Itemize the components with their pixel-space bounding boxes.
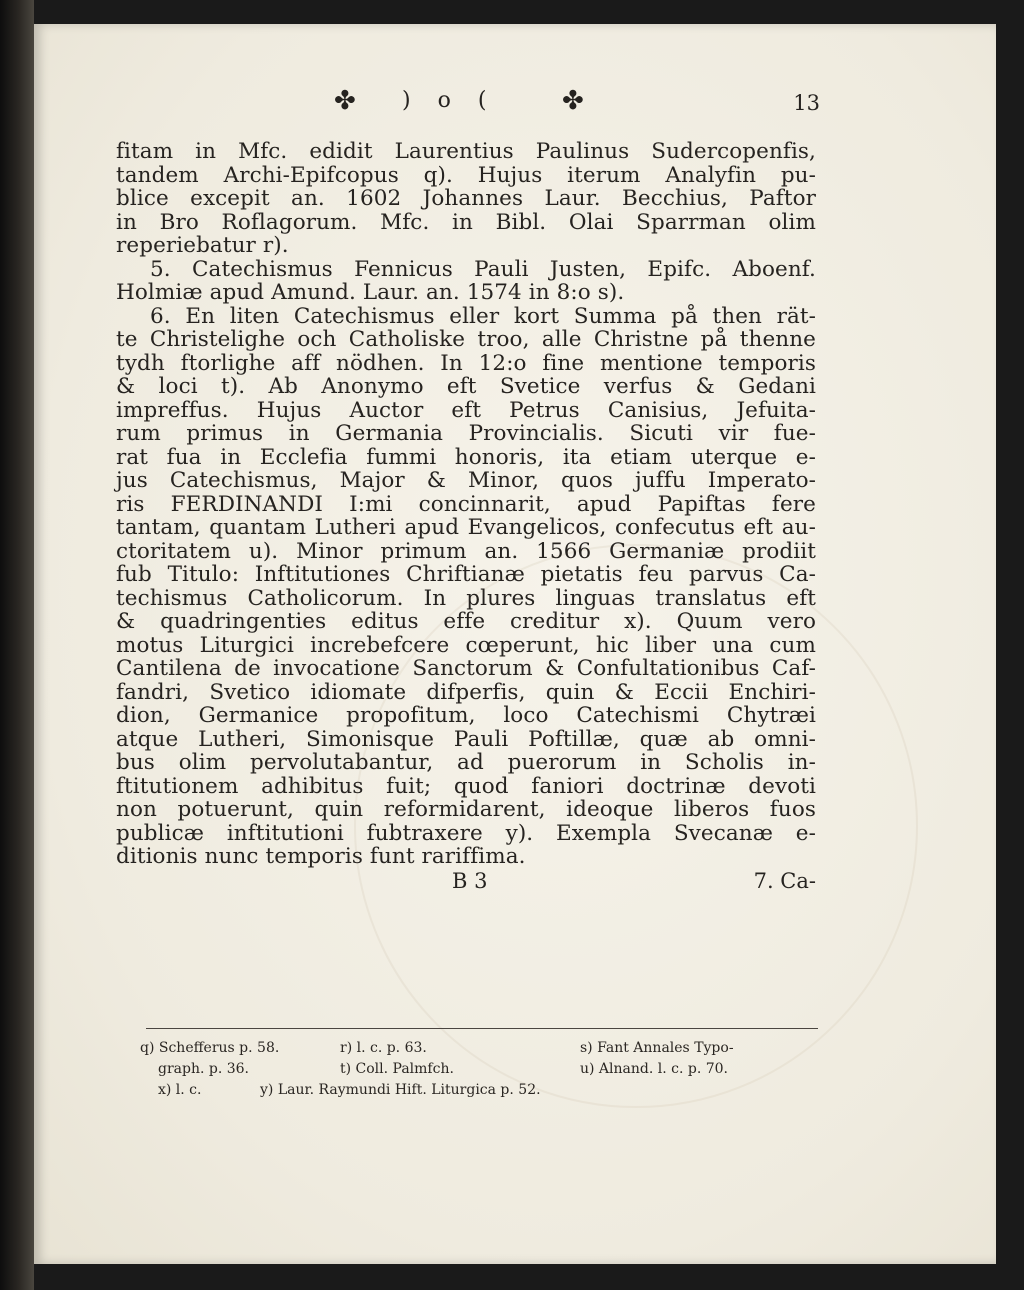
- footnote-s: s) Fant Annales Typo-: [580, 1040, 734, 1056]
- footnote-divider: [146, 1028, 818, 1029]
- text-line: non potuerunt, quin reformidarent, ideoque liberos fuos: [116, 797, 816, 822]
- book-spine-shadow: [0, 0, 34, 1290]
- text-line: 6. En liten Catechismus eller kort Summa på then rät-: [150, 303, 816, 329]
- header-ornament-center: ) o (: [402, 88, 497, 113]
- fleuron-left-icon: ✤: [334, 86, 356, 116]
- running-header: [300, 86, 820, 116]
- footnote-row: [140, 1059, 820, 1080]
- text-line: in Bro Roflagorum. Mfc. in Bibl. Olai Sparrman olim: [116, 209, 816, 235]
- footnote-r: r) l. c. p. 63.: [340, 1040, 427, 1056]
- text-line: publicæ inftitutioni fubtraxere y). Exempla Svecanæ e-: [116, 820, 816, 846]
- footnote-u: u) Alnand. l. c. p. 70.: [580, 1061, 729, 1077]
- text-line: tydh ftorlighe aff nödhen. In 12:o fine mentione temporis: [116, 350, 816, 376]
- text-line: & quadringenties editus effe creditur x). Quum vero: [116, 609, 816, 634]
- text-line: ris FERDINANDI I:mi concinnarit, apud Papiftas fere: [116, 491, 816, 517]
- footnote-row: [140, 1080, 820, 1101]
- text-line: reperiebatur r).: [116, 233, 289, 258]
- body-text: [116, 140, 816, 893]
- signature-line: [116, 869, 816, 893]
- text-line: 5. Catechismus Fennicus Pauli Justen, Epifc. Aboenf.: [150, 256, 816, 282]
- text-line: ctoritatem u). Minor primum an. 1566 Germaniæ prodiit: [116, 538, 816, 564]
- page-number: 13: [793, 91, 820, 115]
- text-line: & loci t). Ab Anonymo eft Svetice verfus & Gedani: [116, 374, 816, 399]
- text-line: tandem Archi-Epifcopus q). Hujus iterum Analyfin pu-: [116, 162, 816, 188]
- text-line: ditionis nunc temporis funt rariffima.: [116, 844, 526, 869]
- footnote-row: [140, 1038, 820, 1059]
- footnote-q: q) Schefferus p. 58.: [140, 1040, 280, 1056]
- text-line: atque Lutheri, Simonisque Pauli Poftillæ, quæ ab omni-: [116, 726, 816, 752]
- text-line: te Christelighe och Catholiske troo, alle Christne på thenne: [116, 327, 816, 352]
- fleuron-right-icon: ✤: [562, 86, 584, 116]
- footnote-s-continued: graph. p. 36.: [158, 1061, 250, 1077]
- text-line: rum primus in Germania Provincialis. Sicuti vir fue-: [116, 421, 816, 446]
- text-line: tantam, quantam Lutheri apud Evangelicos, confecutus eft au-: [116, 515, 816, 540]
- footnotes: [140, 1038, 820, 1101]
- text-line: fitam in Mfc. edidit Laurentius Paulinus Sudercopenfis,: [116, 139, 816, 164]
- footnote-y: y) Laur. Raymundi Hift. Liturgica p. 52.: [260, 1082, 541, 1098]
- footnote-x: x) l. c.: [158, 1082, 202, 1098]
- text-line: fandri, Svetico idiomate difperfis, quin & Eccii Enchiri-: [116, 679, 816, 705]
- text-line: techismus Catholicorum. In plures linguas translatus eft: [116, 585, 816, 611]
- text-line: Cantilena de invocatione Sanctorum & Confultationibus Caf-: [116, 656, 816, 681]
- text-line: impreffus. Hujus Auctor eft Petrus Canisius, Jefuita-: [116, 397, 816, 423]
- text-line: dion, Germanice propofitum, loco Catechismi Chytræi: [116, 703, 816, 728]
- catchword: 7. Ca-: [753, 868, 816, 893]
- text-line: motus Liturgici increbefcere cœperunt, hic liber una cum: [116, 632, 816, 658]
- text-line: Holmiæ apud Amund. Laur. an. 1574 in 8:o s).: [116, 280, 625, 305]
- text-line: blice excepit an. 1602 Johannes Laur. Becchius, Paftor: [116, 186, 816, 211]
- signature-mark: B 3: [452, 868, 488, 893]
- text-line: fub Titulo: Inftitutiones Chriftianæ pietatis feu parvus Ca-: [116, 562, 816, 587]
- text-line: bus olim pervolutabantur, ad puerorum in Scholis in-: [116, 750, 816, 775]
- footnote-t: t) Coll. Palmfch.: [340, 1061, 454, 1077]
- text-line: ftitutionem adhibitus fuit; quod faniori doctrinæ devoti: [116, 773, 816, 799]
- text-line: rat fua in Ecclefia fummi honoris, ita etiam uterque e-: [116, 444, 816, 470]
- text-line: jus Catechismus, Major & Minor, quos juffu Imperato-: [116, 468, 816, 493]
